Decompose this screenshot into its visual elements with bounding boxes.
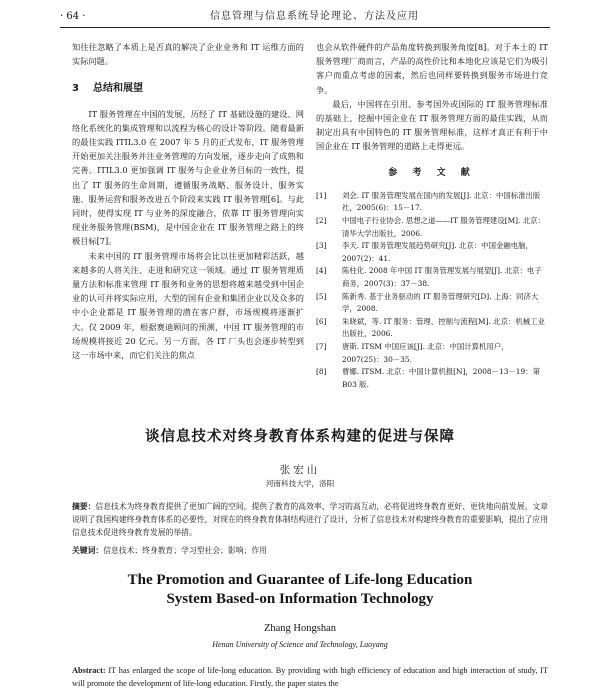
reference-text: 朱晓斌，等. IT 服务：管理、控制与流程[M]. 北京：机械工业出版社，2006. [342, 316, 545, 339]
right-paragraph-1: 也会从软件硬件的产品角度转换到服务角度[8]。对于本土的 IT 服务管理厂商而言，产品的高性价比和本地化应该是它们为吸引客户而重点考虑的因素，然后也同样要转换到服务市场进行竞争。 [316, 42, 548, 95]
article-title-en-line2: System Based-on Information Technology [166, 591, 434, 607]
reference-item [316, 265, 548, 290]
reference-number: [6] [316, 316, 327, 326]
reference-item [316, 316, 548, 341]
affiliation-cn: 河南科技大学，洛阳 [265, 479, 335, 488]
reference-number: [7] [316, 341, 327, 351]
journal-title: 信息管理与信息系统导论理论、方法及应用 [210, 11, 419, 22]
reference-item [316, 366, 548, 391]
reference-item [316, 341, 548, 366]
reference-number: [8] [316, 367, 327, 377]
right-column [316, 40, 548, 391]
abstract-text-cn: 信息技术为终身教育提供了更加广阔的空间，提供了教育的高效率、学习的高互动，必将促进终身教育更好、更快地向前发展。文章说明了我国构建终身教育体系的必要性，对现在的终身教育体制结构进行了设计，分析了信息技术对构建终身教育的重要影响，提出了应用信息技术促进终身教育发展的举措。 [72, 502, 549, 537]
reference-text: 陈新秀. 基于业务驱动的 IT 服务管理研究[D]. 上海：同济大学，2008. [342, 291, 539, 314]
left-paragraph-2: 未来中国的 IT 服务管理市场将会比以往更加精彩活跃，越来越多的人将关注、走进和研究这一领域。通过 IT 服务管理质量方法和标准来管理 IT 服务和业务的思想将越来越受到中国企业的认可并将实际应用，大型的国有企业和集团企业以及众多的中小企业都是 IT 服务管理的潜在客户群，市场规模将逐渐扩大。仅 2009 年，根据赛迪顾问的预测，中国 IT 服务管理的市场规模将接近 20 亿元。另一方面，各 IT 厂头也会逐步转型到这一市场中来，而它们关注的焦点 [72, 250, 304, 361]
reference-text: 刘会. IT 服务管理发展在国内的发展[J]. 北京：中国标准出版社，2005(6)：15－17. [342, 190, 541, 213]
reference-number: [2] [316, 216, 327, 226]
reference-list [316, 190, 548, 392]
reference-item [316, 190, 548, 215]
article-title-en [0, 571, 600, 609]
left-column [72, 40, 304, 362]
left-paragraph-1: IT 服务管理在中国的发展，历经了 IT 基础设施的建设、网络化系统化的集成管理和以流程为核心的设计等阶段。随着最新的最佳实践 ITIL3.0 在 2007 年 5 月的正式发布，IT 服务管理开始更加关注服务并注业务管理的方向发展，逐步走向了成熟和完善。ITIL3.0 更加强调 IT 服务与企业业务目标的一致性，提出了 IT 服务的生命周期，遵循服务战略、服务设计、服务实施、服务运营和服务改进五个阶段来实践 IT 服务管理[6]。与此同时，使得实现 IT 与业务的深度融合，依靠 IT 服务管理向实现业务服务管理(BSM)，是中国企业在 IT 服务管理之路上的终极目标[7]。 [72, 108, 304, 247]
abstract-label-cn: 摘要： [72, 502, 96, 511]
reference-item [316, 291, 548, 316]
left-intro-text: 知往往忽略了本质上是否真的解决了企业业务和 IT 运维方面的实际问题。 [72, 42, 304, 67]
keywords-cn [72, 544, 548, 557]
reference-text: 曹娜. ITSM. 北京：中国计算机报[N]，2008－13－19：第 B03 版. [342, 367, 540, 389]
section-heading [72, 82, 304, 96]
running-header [60, 10, 550, 28]
reference-number: [4] [316, 266, 327, 276]
reference-text: 唐斯. ITSM 中国应该[J]. 北京：中国计算机用户，2007(25)：30－35. [342, 341, 509, 364]
reference-number: [3] [316, 241, 327, 251]
references-heading: 参 考 文 献 [388, 167, 476, 178]
reference-text: 陈柱化. 2008 年中国 IT 服务管理发展与展望[J]. 北京：电子商务，2007(3)：37－38. [342, 266, 542, 288]
affiliation-en: Henan University of Science and Technology, Luoyang [212, 640, 388, 649]
abstract-text-en: IT has enlarged the scope of life-long education. By providing with high efficiency of education and high interaction of study, IT will promote the development of life-long education. Firstly, the paper states the [72, 666, 548, 688]
abstract-en [72, 664, 548, 690]
abstract-cn [72, 500, 548, 539]
section-title: 总结和展望 [92, 83, 143, 95]
article-title-en-line1: The Promotion and Guarantee of Life-long Education [127, 572, 473, 588]
right-paragraph-2: 最后，中国将在引用、参考国外或国际的 IT 服务管理标准的基础上，挖掘中国企业在 IT 服务管理方面的最佳实践，从而制定出具有中国特色的 IT 服务管理标准，这样才真正有利于中国企业在 IT 服务管理的道路上走得更远。 [316, 98, 548, 152]
section-number: 3 [72, 83, 79, 95]
reference-item [316, 215, 548, 240]
article-title-cn: 谈信息技术对终身教育体系构建的促进与保障 [145, 429, 455, 445]
reference-text: 李天. IT 服务管理发展趋势研究[J]. 北京：中国金融电脑，2007(2)：41. [342, 241, 533, 263]
keywords-text-cn: 信息技术；终身教育；学习型社会；影响；作用 [103, 546, 267, 555]
abstract-label-en: Abstract: [72, 666, 106, 675]
reference-number: [5] [316, 291, 327, 301]
keywords-label-cn: 关键词： [72, 546, 104, 555]
author-name-cn: 张宏山 [279, 464, 321, 476]
reference-text: 中国电子行业协会. 思想之道——IT 服务管理建设[M]. 北京：清华大学出版社，2006. [342, 216, 545, 238]
page-number: · 64 · [60, 11, 86, 22]
reference-item [316, 240, 548, 265]
reference-number: [1] [316, 190, 327, 200]
author-name-en: Zhang Hongshan [263, 623, 337, 634]
